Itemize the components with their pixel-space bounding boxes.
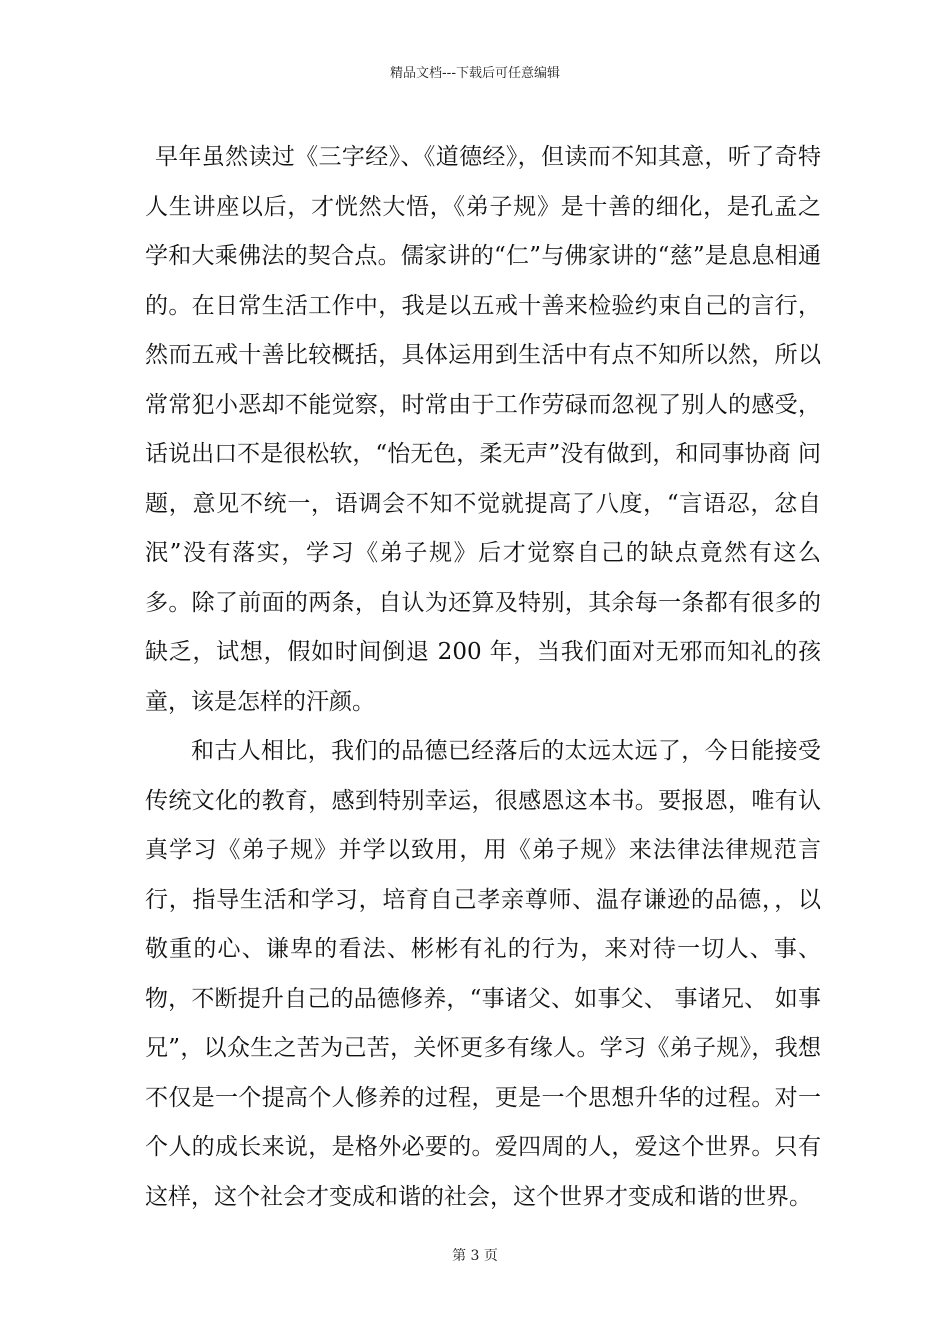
page-number: 第 3 页 — [452, 1248, 498, 1264]
document-body — [145, 133, 821, 1222]
paragraph-2: 和古人相比，我们的品德已经落后的太远太远了，今日能接受传统文化的教育，感到特别幸运，很感恩这本书。要报恩，唯有认真学习《弟子规》并学以致用，用《弟子规》来法律法律规范言行，指导生活和学习，培育自己孝亲尊师、温存谦逊的品德，，以敬重的心、谦卑的看法、彬彬有礼的行为，来对待一切人、事、物，不断提升自己的品德修养，“事诸父、如事父、 事诸兄、 如事兄”，以众生之苦为己苦，关怀更多有缘人。学习《弟子规》，我想不仅是一个提高个人修养的过程，更是一个思想升华的过程。对一个人的成长来说，是格外必要的。爱四周的人，爱这个世界。只有这样，这个社会才变成和谐的社会，这个世界才变成和谐的世界。 — [145, 738, 821, 1210]
paragraph-1: 早年虽然读过《三字经》、《道德经》，但读而不知其意，听了奇特人生讲座以后，才恍然大悟，《弟子规》是十善的细化，是孔孟之学和大乘佛法的契合点。儒家讲的“仁”与佛家讲的“慈”是息息相通的。在日常生活工作中，我是以五戒十善来检验约束自己的言行，然而五戒十善比较概括，具体运用到生活中有点不知所以然，所以常常犯小恶却不能觉察，时常由于工作劳碌而忽视了别人的感受，话说出口不是很松软，“怡无色，柔无声”没有做到，和同事协商 问题，意见不统一，语调会不知不觉就提高了八度，“言语忍，忿自泯”没有落实，学习《弟子规》后才觉察自己的缺点竟然有这么多。除了前面的两条，自认为还算及特别，其余每一条都有很多的缺乏，试想，假如时间倒退 200 年，当我们面对无邪而知礼的孩童，该是怎样的汗颜。 — [145, 144, 821, 715]
page-header: 精品文档---下载后可任意编辑 — [389, 66, 561, 81]
